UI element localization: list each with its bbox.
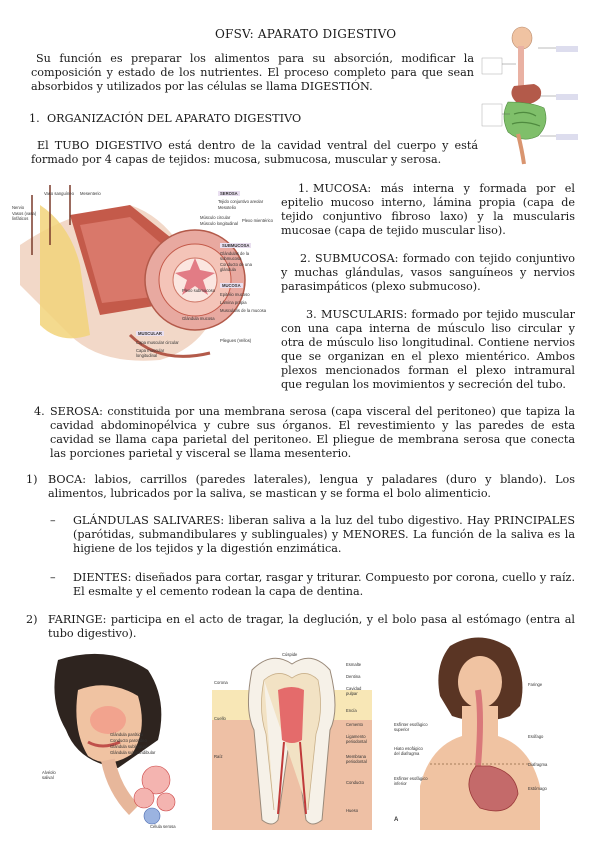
page-title: OFSV: APARATO DIGESTIVO: [215, 27, 397, 41]
label-stomach: Estómago: [528, 786, 547, 791]
digestive-system-illustration: [478, 24, 582, 174]
label-lower-sphincter: Esfínter esofágico inferior: [394, 776, 428, 786]
label-diaphragm: Diafragma: [528, 762, 548, 767]
faringe-number: 2): [26, 613, 38, 626]
layer-3-number: 3.: [306, 308, 317, 321]
salivary-glands-text: GLÁNDULAS SALIVARES: liberan saliva a la luz del tubo digestivo. Hay PRINCIPALES (parótidas, submandibulares y sublinguales) y MENORES. La función de la saliva es la higiene de los tejidos y la digestión enzimática.: [73, 514, 575, 555]
label-dentin: Dentina: [346, 674, 361, 679]
legend-muscular: MUSCULAR: [138, 331, 162, 336]
pharynx-illustration: [390, 636, 570, 830]
label-submandibular: Glándula submandibular: [110, 750, 156, 755]
label-cement: Cemento: [346, 722, 363, 727]
label-pulp-cavity: Cavidad pulpar: [346, 686, 362, 696]
legend-item: Capa muscular longitudinal: [136, 348, 165, 358]
label-gum: Encía: [346, 708, 357, 713]
label-esophagus: Esófago: [528, 734, 544, 739]
legend-item: Muscularis de la mucosa: [220, 308, 267, 313]
fig-label-folds: Pliegues (Vellos): [220, 338, 252, 343]
section-number: 1.: [29, 112, 40, 125]
fig-label-submucous-plexus: Plexo submucoso: [182, 288, 216, 293]
fig-label-lymph: Vasos (vasa) linfáticos: [12, 211, 37, 221]
label-sublingual: Glándula sublingual: [110, 744, 147, 749]
section-body: El TUBO DIGESTIVO está dentro de la cavidad ventral del cuerpo y está formado por 4 capas de tejidos: mucosa, submucosa, muscular y serosa.: [31, 139, 478, 166]
fig-label-mesentery: Mesenterio: [80, 191, 101, 196]
legend-item: Músculo circular: [200, 215, 231, 220]
fig-label-nerve: Nervio: [12, 205, 25, 210]
figure-letter: A: [394, 817, 399, 823]
label-canal: Conducto: [346, 780, 364, 785]
layer-2-number: 2.: [300, 252, 311, 265]
legend-item: Epitelio mucoso: [220, 292, 250, 297]
legend-submucosa: SUBMUCOSA: [222, 243, 250, 248]
legend-mucosa: MUCOSA: [222, 283, 241, 288]
digestive-system-figure: [478, 24, 582, 174]
boca-text: BOCA: labios, carrillos (paredes laterales), lengua y paladares (duro y blando). Los alimentos, lubricados por la saliva, se mastican y se forma el bolo alimenticio.: [48, 473, 575, 500]
dash: –: [50, 571, 56, 584]
fig-label-mucous-gland: Glándula mucosa: [182, 316, 215, 321]
legend-item: Conducto de una glándula: [220, 262, 252, 272]
legend-item: Tejido conjuntivo areolar: [218, 199, 264, 204]
label-enamel: Esmalte: [346, 662, 362, 667]
legend-serosa: SEROSA: [220, 191, 238, 196]
layer-3-text: MUSCULARIS: formado por tejido muscular con una capa interna de músculo liso circular y otra de músculo liso longitudinal. Contiene nervios que se organizan en el plexo mientérico. Ambos plexos mencionados forman el plexo intramural que regulan los movimientos y secreción del tubo.: [281, 308, 575, 391]
faringe-text: FARINGE: participa en el acto de tragar, la deglución, y el bolo pasa al estómago (entra al tubo digestivo).: [48, 613, 575, 640]
layer-2-text: SUBMUCOSA: formado con tejido conjuntivo y muchas glándulas, vasos sanguíneos y nervios parasimpáticos (plexo submucoso).: [281, 252, 575, 293]
label-parotid-duct: Conducto parotídeo: [110, 738, 147, 743]
intro-paragraph: Su función es preparar los alimentos para su absorción, modificar la composición y estado de los nutrientes. El proceso completo para que sean absorbidos y utilizados por las células se llama DIGESTIÓN.: [31, 52, 474, 93]
section-heading: ORGANIZACIÓN DEL APARATO DIGESTIVO: [47, 112, 302, 125]
label-pharynx: Faringe: [528, 682, 543, 687]
label-hiatus: Hiato esofágico del diafragma: [394, 746, 423, 756]
dash: –: [50, 514, 56, 527]
layer-1-number: 1.: [298, 182, 309, 195]
legend-item: Glándulas de la submucosa: [220, 251, 250, 261]
label-cusp: Cúspide: [282, 652, 298, 657]
label-crown: Corona: [214, 680, 228, 685]
label-alveolus: Alvéolo salival: [42, 770, 56, 780]
pharynx-figure: [390, 636, 570, 830]
label-upper-sphincter: Esfínter esofágico superior: [394, 722, 428, 732]
teeth-text: DIENTES: diseñados para cortar, rasgar y triturar. Compuesto por corona, cuello y raíz. El esmalte y el cemento rodean la capa de dentina.: [73, 571, 575, 598]
label-serous-cell: Célula serosa: [150, 824, 176, 829]
boca-number: 1): [26, 473, 38, 486]
legend-item: Lámina propia: [220, 300, 247, 305]
label-bone: Hueso: [346, 808, 359, 813]
label-neck: Cuello: [214, 716, 226, 721]
label-periodontal-ligament: Ligamento periodontal: [346, 734, 367, 744]
legend-item: Capa muscular circular: [136, 340, 179, 345]
label-periodontal-membrane: Membrana periodontal: [346, 754, 367, 764]
legend-item: Mesotelio: [218, 205, 236, 210]
layer-4-text: SEROSA: constituida por una membrana serosa (capa visceral del peritoneo) que tapiza la cavidad abdominopélvica y cubre sus órganos. El revestimiento y las paredes de esta cavidad se llama capa parietal del peritoneo. El pliegue de membrana serosa que conecta las porciones parietal y visceral se llama mesenterio.: [50, 405, 575, 460]
layer-4-number: 4.: [34, 405, 45, 418]
fig-label-vessel: Vaso sanguíneo: [44, 191, 74, 196]
label-parotid: Glándula parótida: [110, 732, 144, 737]
legend-item: Músculo longitudinal: [200, 221, 238, 226]
tooth-figure: [212, 650, 372, 830]
layer-1-text: MUCOSA: más interna y formada por el epitelio mucoso interno, lámina propia (capa de tejido conjuntivo fibroso laxo) y la muscularis mucosae (capa de tejido muscular liso).: [281, 182, 575, 237]
label-root: Raíz: [214, 754, 223, 759]
digestive-wall-figure: [10, 185, 278, 373]
legend-item: Plexo mientérico: [242, 218, 273, 223]
salivary-glands-figure: [38, 650, 198, 832]
